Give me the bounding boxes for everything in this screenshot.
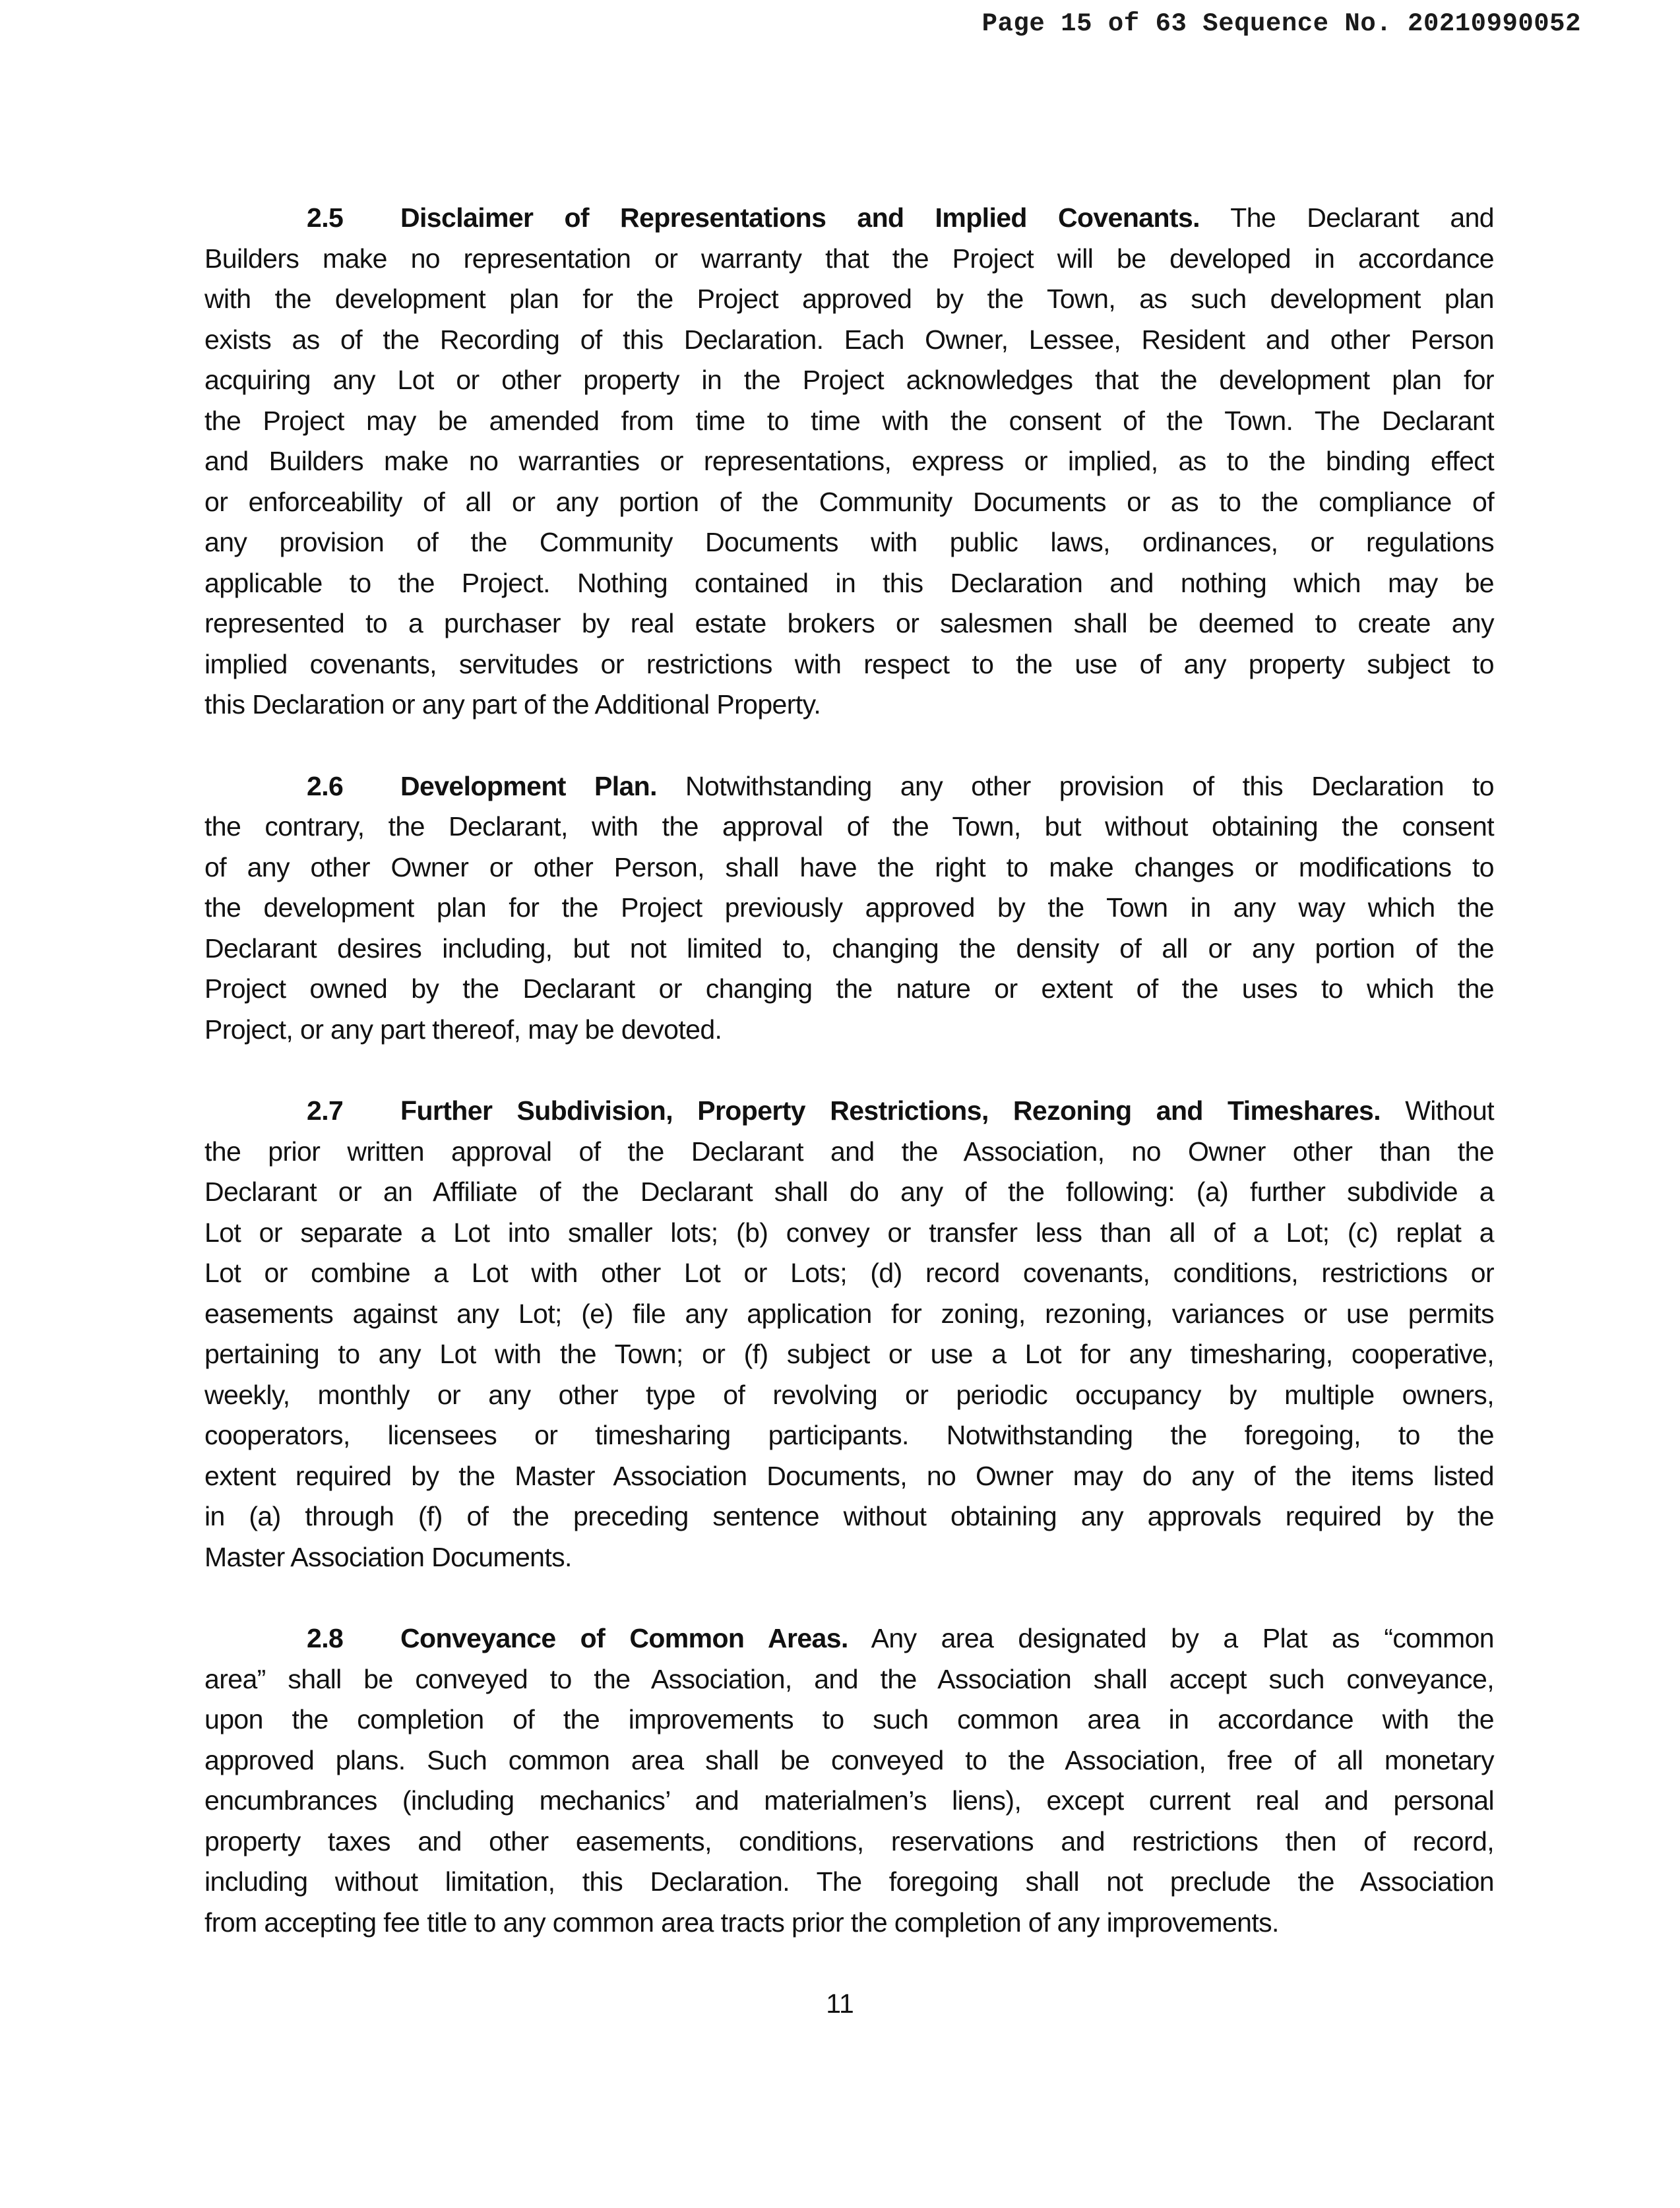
body-line-text: or enforceability of all or any portion of the Community Documents or as to the compliance of xyxy=(204,486,1494,517)
body-line xyxy=(204,1740,1494,1781)
body-line xyxy=(204,279,1494,320)
body-line xyxy=(204,441,1494,482)
section-title: Conveyance of Common Areas. xyxy=(400,1623,848,1653)
section-number: 2.8 xyxy=(307,1623,344,1653)
section-lines xyxy=(204,1132,1494,1578)
body-line xyxy=(204,644,1494,685)
body-line-text: Lot or separate a Lot into smaller lots; (b) convey or transfer less than all of a Lot; (c) replat a xyxy=(204,1217,1494,1248)
section-2-7 xyxy=(204,1091,1494,1578)
document-body xyxy=(204,198,1494,1984)
section-2-5 xyxy=(204,198,1494,725)
body-line-text: Master Association Documents. xyxy=(204,1541,572,1572)
section-heading-line xyxy=(204,198,1494,239)
recording-page-header: Page 15 of 63 Sequence No. 20210990052 xyxy=(981,9,1581,38)
body-line-text: the prior written approval of the Declarant and the Association, no Owner other than the xyxy=(204,1136,1494,1167)
body-line xyxy=(204,807,1494,847)
body-line-text: acquiring any Lot or other property in the Project acknowledges that the development plan for xyxy=(204,365,1494,395)
section-text: Any area designated by a Plat as “common xyxy=(871,1623,1494,1653)
section-2-6 xyxy=(204,766,1494,1051)
section-heading-line xyxy=(204,1091,1494,1132)
body-line-text: cooperators, licensees or timesharing participants. Notwithstanding the foregoing, to the xyxy=(204,1420,1494,1450)
body-line xyxy=(204,1700,1494,1740)
body-line xyxy=(204,1862,1494,1903)
body-line-text: this Declaration or any part of the Additional Property. xyxy=(204,689,821,720)
body-line-text: area” shall be conveyed to the Association, and the Association shall accept such conveyance, xyxy=(204,1663,1494,1694)
section-number: 2.5 xyxy=(307,202,344,233)
body-line-text: the Project may be amended from time to time with the consent of the Town. The Declarant xyxy=(204,405,1494,436)
body-line-text: upon the completion of the improvements to such common area in accordance with the xyxy=(204,1704,1494,1734)
body-line-text: approved plans. Such common area shall be conveyed to the Association, free of all monetary xyxy=(204,1744,1494,1775)
body-line xyxy=(204,1010,1494,1051)
body-line-text: weekly, monthly or any other type of revolving or periodic occupancy by multiple owners, xyxy=(204,1379,1494,1410)
body-line xyxy=(204,1659,1494,1700)
body-line-text: extent required by the Master Association Documents, no Owner may do any of the items listed xyxy=(204,1460,1494,1491)
section-lines xyxy=(204,807,1494,1050)
body-line xyxy=(204,1172,1494,1213)
body-line-text: easements against any Lot; (e) file any application for zoning, rezoning, variances or use permits xyxy=(204,1298,1494,1329)
body-line xyxy=(204,320,1494,361)
body-line-text: pertaining to any Lot with the Town; or (f) subject or use a Lot for any timesharing, cooperative, xyxy=(204,1339,1494,1369)
body-line-text: the development plan for the Project previously approved by the Town in any way which the xyxy=(204,892,1494,923)
section-number: 2.7 xyxy=(307,1095,344,1126)
body-line-text: exists as of the Recording of this Declaration. Each Owner, Lessee, Resident and other Person xyxy=(204,324,1494,355)
section-title: Further Subdivision, Property Restrictions, Rezoning and Timeshares. xyxy=(400,1095,1381,1126)
body-line xyxy=(204,1213,1494,1254)
section-text: The Declarant and xyxy=(1230,202,1494,233)
body-line xyxy=(204,685,1494,725)
body-line xyxy=(204,603,1494,644)
body-line xyxy=(204,563,1494,604)
body-line-text: Lot or combine a Lot with other Lot or Lots; (d) record covenants, conditions, restrictions or xyxy=(204,1258,1494,1288)
body-line xyxy=(204,360,1494,401)
body-line xyxy=(204,239,1494,280)
body-line xyxy=(204,1294,1494,1335)
body-line xyxy=(204,969,1494,1010)
body-line-text: including without limitation, this Declaration. The foregoing shall not preclude the Association xyxy=(204,1866,1494,1897)
body-line-text: and Builders make no warranties or representations, express or implied, as to the binding effect xyxy=(204,446,1494,476)
body-line-text: implied covenants, servitudes or restrictions with respect to the use of any property subject to xyxy=(204,648,1494,679)
body-line-text: of any other Owner or other Person, shall have the right to make changes or modifications to xyxy=(204,851,1494,882)
body-line-text: any provision of the Community Documents with public laws, ordinances, or regulations xyxy=(204,527,1494,557)
section-number: 2.6 xyxy=(307,770,344,801)
body-line xyxy=(204,1132,1494,1173)
body-line xyxy=(204,1253,1494,1294)
section-title: Disclaimer of Representations and Implied Covenants. xyxy=(400,202,1200,233)
body-line-text: Project, or any part thereof, may be devoted. xyxy=(204,1014,722,1045)
body-line xyxy=(204,888,1494,929)
body-line xyxy=(204,1375,1494,1416)
body-line-text: in (a) through (f) of the preceding sentence without obtaining any approvals required by the xyxy=(204,1501,1494,1531)
section-lines xyxy=(204,1659,1494,1944)
body-line-text: Builders make no representation or warranty that the Project will be developed in accordance xyxy=(204,243,1494,274)
body-line-text: Declarant or an Affiliate of the Declarant shall do any of the following: (a) further subdivide a xyxy=(204,1177,1494,1207)
body-line-text: from accepting fee title to any common area tracts prior the completion of any improvements. xyxy=(204,1907,1279,1938)
section-lines xyxy=(204,239,1494,725)
body-line xyxy=(204,929,1494,969)
body-line xyxy=(204,1537,1494,1578)
body-line xyxy=(204,1334,1494,1375)
body-line xyxy=(204,1781,1494,1822)
section-text: Notwithstanding any other provision of this Declaration to xyxy=(685,770,1494,801)
body-line xyxy=(204,1822,1494,1862)
body-line xyxy=(204,401,1494,442)
section-heading-line xyxy=(204,1618,1494,1659)
section-text: Without xyxy=(1405,1095,1494,1126)
body-line xyxy=(204,1903,1494,1944)
section-title: Development Plan. xyxy=(400,770,657,801)
body-line-text: Declarant desires including, but not limited to, changing the density of all or any portion of the xyxy=(204,933,1494,964)
body-line-text: Project owned by the Declarant or changing the nature or extent of the uses to which the xyxy=(204,973,1494,1004)
body-line xyxy=(204,522,1494,563)
section-heading-line xyxy=(204,766,1494,807)
body-line xyxy=(204,1415,1494,1456)
body-line-text: applicable to the Project. Nothing contained in this Declaration and nothing which may be xyxy=(204,567,1494,598)
body-line-text: represented to a purchaser by real estate brokers or salesmen shall be deemed to create any xyxy=(204,608,1494,638)
body-line xyxy=(204,1496,1494,1537)
section-2-8 xyxy=(204,1618,1494,1943)
body-line xyxy=(204,1456,1494,1497)
body-line-text: encumbrances (including mechanics’ and materialmen’s liens), except current real and personal xyxy=(204,1785,1494,1816)
page-number: 11 xyxy=(826,1988,854,2019)
body-line xyxy=(204,847,1494,888)
body-line-text: property taxes and other easements, conditions, reservations and restrictions then of record, xyxy=(204,1825,1494,1856)
body-line xyxy=(204,482,1494,523)
body-line-text: with the development plan for the Project approved by the Town, as such development plan xyxy=(204,284,1494,314)
body-line-text: the contrary, the Declarant, with the approval of the Town, but without obtaining the consent xyxy=(204,811,1494,842)
